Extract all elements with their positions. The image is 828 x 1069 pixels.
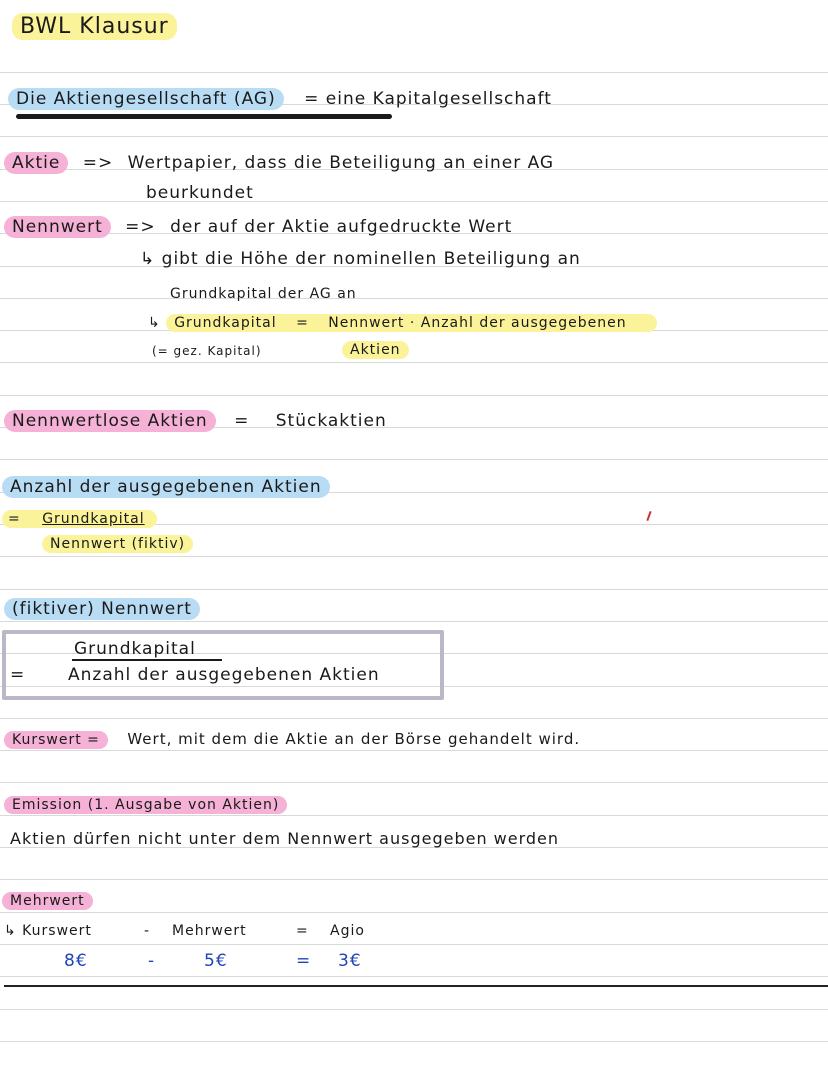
ag-underline bbox=[16, 114, 392, 119]
anzahl-heading: Anzahl der ausgegebenen Aktien bbox=[2, 476, 330, 498]
example-mehrwert: 5€ bbox=[204, 951, 228, 971]
ag-term: Die Aktiengesellschaft (AG) bbox=[8, 88, 284, 110]
nennwert-term: Nennwert bbox=[4, 216, 111, 238]
nennwert-line: Nennwert => der auf der Aktie aufgedruckte Wert bbox=[4, 216, 512, 238]
nennwertlose-term: Nennwertlose Aktien bbox=[4, 410, 216, 432]
formula-right: Nennwert · Anzahl der ausgegebenen bbox=[328, 315, 627, 331]
mehrwert-op: - bbox=[144, 923, 151, 939]
nennwert-note-1: ↳ gibt die Höhe der nominellen Beteiligung an bbox=[140, 249, 581, 269]
end-rule bbox=[4, 985, 828, 987]
anzahl-denominator-line bbox=[42, 533, 193, 555]
mehrwert-heading: Mehrwert bbox=[2, 890, 93, 912]
fiktiver-numerator: Grundkapital bbox=[74, 639, 196, 659]
aktie-line: Aktie => Wertpapier, dass die Beteiligung an einer AG bbox=[4, 152, 554, 174]
anzahl-formula: = Grundkapital bbox=[2, 508, 157, 530]
fiktiver-fraction-bar bbox=[72, 659, 222, 661]
fiktiver-denominator: Anzahl der ausgegebenen Aktien bbox=[68, 665, 380, 685]
mehrwert-result: Agio bbox=[330, 923, 365, 939]
formula-right-cont: Aktien bbox=[342, 339, 409, 361]
example-op: - bbox=[148, 951, 156, 971]
grundkapital-formula: ↳ Grundkapital = Nennwert · Anzahl der ausgegebenen bbox=[148, 312, 657, 334]
ag-definition: = eine Kapitalgesellschaft bbox=[304, 89, 552, 109]
example-agio: 3€ bbox=[338, 951, 362, 971]
nennwertlose-value: Stückaktien bbox=[275, 411, 387, 431]
kurswert-term: Kurswert = bbox=[4, 731, 108, 749]
formula-left: Grundkapital bbox=[174, 315, 277, 331]
mehrwert-formula: ↳ Kurswert bbox=[4, 923, 92, 939]
nennwert-note-2: Grundkapital der AG an bbox=[170, 286, 357, 302]
fiktiver-eq: = bbox=[10, 665, 26, 685]
anzahl-denominator: Nennwert (fiktiv) bbox=[42, 535, 193, 553]
fiktiver-heading: (fiktiver) Nennwert bbox=[4, 598, 200, 620]
mehrwert-term-b: Mehrwert bbox=[172, 923, 247, 939]
aktie-term: Aktie bbox=[4, 152, 68, 174]
nennwertlose-line: Nennwertlose Aktien = Stückaktien bbox=[4, 410, 387, 432]
kurswert-line bbox=[4, 728, 580, 751]
stray-mark bbox=[646, 511, 651, 521]
mehrwert-eq: = bbox=[296, 923, 309, 939]
aktie-definition: Wertpapier, dass die Beteiligung an einer AG bbox=[127, 153, 555, 173]
nennwert-definition: der auf der Aktie aufgedruckte Wert bbox=[170, 217, 513, 237]
emission-heading: Emission (1. Ausgabe von Aktien) bbox=[4, 794, 287, 816]
page-title: BWL Klausur bbox=[12, 16, 177, 38]
anzahl-numerator: Grundkapital bbox=[42, 511, 145, 527]
example-kurswert: 8€ bbox=[64, 951, 88, 971]
emission-text: Aktien dürfen nicht unter dem Nennwert ausgegeben werden bbox=[10, 829, 560, 848]
ag-line bbox=[8, 88, 552, 110]
example-eq: = bbox=[296, 951, 312, 971]
aktie-definition-cont: beurkundet bbox=[146, 183, 254, 203]
kurswert-definition: Wert, mit dem die Aktie an der Börse gehandelt wird. bbox=[127, 730, 581, 748]
gezeichnetes-kapital-note: (= gez. Kapital) bbox=[152, 344, 262, 358]
